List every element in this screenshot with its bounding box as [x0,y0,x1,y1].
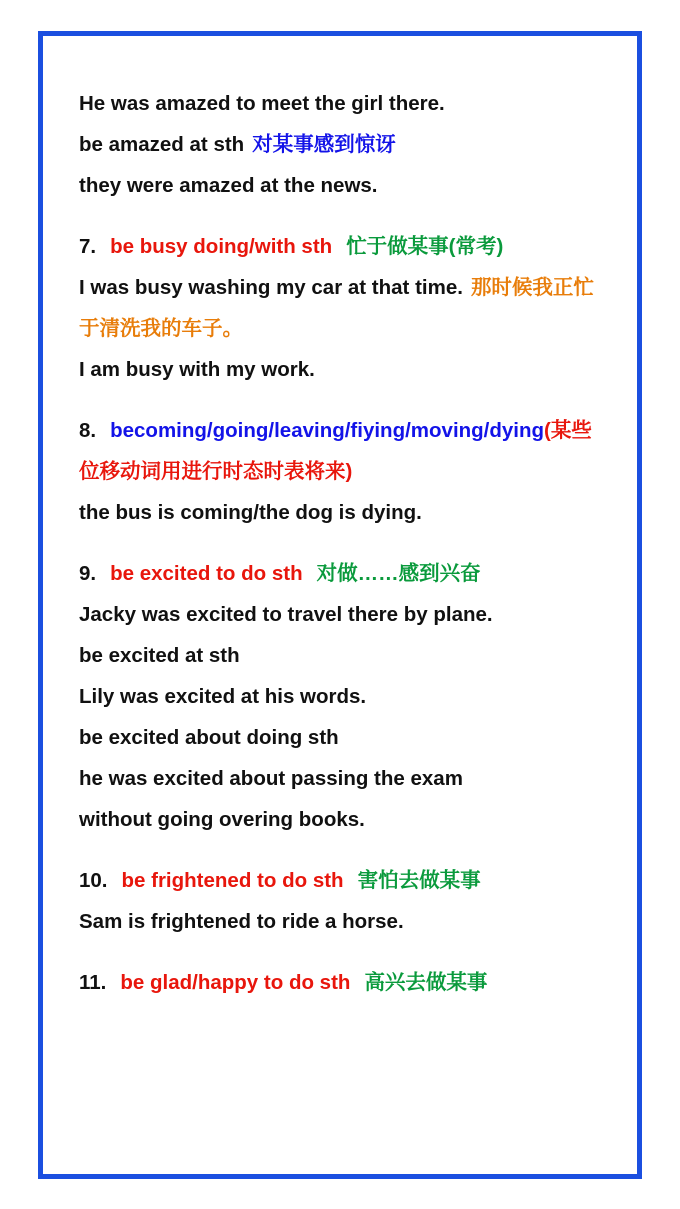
entry-9-translation: 对做……感到兴奋 [316,562,481,585]
intro-translation: 对某事感到惊讶 [252,133,396,156]
spacer [79,840,611,860]
entry-8-note: (某些位移动词用进行时态时表将来) [79,419,592,483]
entry-8-heading [79,410,611,492]
entry-7-heading [79,226,611,267]
entry-8-example-1-en: the bus is coming/the dog is dying. [79,501,422,524]
blue-border-frame [38,31,642,1179]
entry-9-number: 9. [79,562,97,585]
entry-9-example-6-en: without going overing books. [79,808,365,831]
entry-9-example-1-en: Jacky was excited to travel there by plane. [79,603,493,626]
entry-7-number: 7. [79,235,97,258]
intro-line-3 [79,165,611,206]
intro-sentence-2: they were amazed at the news. [79,174,378,197]
intro-phrase: be amazed at sth [79,133,245,156]
entry-9-example-2 [79,635,611,676]
entry-8-example-1 [79,492,611,533]
entry-10-heading [79,860,611,901]
entry-7-example-2-en: I am busy with my work. [79,358,315,381]
intro-line-2 [79,124,611,165]
entry-9-example-5 [79,758,611,799]
entry-9-phrase: be excited to do sth [110,562,303,585]
entry-9-example-4-en: be excited about doing sth [79,726,339,749]
entry-11-phrase: be glad/happy to do sth [120,971,351,994]
entry-7-example-1-en: I was busy washing my car at that time. [79,276,463,299]
intro-sentence-1: He was amazed to meet the girl there. [79,92,445,115]
entry-10-example-1 [79,901,611,942]
entry-8-phrase: becoming/going/leaving/fiying/moving/dying [110,419,545,442]
entry-8-number: 8. [79,419,97,442]
entry-9-heading [79,553,611,594]
entry-11-heading [79,962,611,1003]
entry-10-translation: 害怕去做某事 [357,869,481,892]
entry-9-example-6 [79,799,611,840]
entry-7-phrase: be busy doing/with sth [110,235,333,258]
spacer [79,533,611,553]
spacer [79,390,611,410]
entry-10-number: 10. [79,869,108,892]
entry-11-number: 11. [79,971,107,994]
entry-9-example-3-en: Lily was excited at his words. [79,685,367,708]
notes-content [79,83,611,1003]
entry-7-example-1-cn: 那时候我正忙于清洗我的车子。 [79,276,594,340]
entry-10-example-1-en: Sam is frightened to ride a horse. [79,910,404,933]
entry-7-translation: 忙于做某事(常考) [346,235,504,258]
entry-9-example-3 [79,676,611,717]
entry-9-example-4 [79,717,611,758]
spacer [79,206,611,226]
entry-7-example-2 [79,349,611,390]
entry-11-translation: 高兴去做某事 [364,971,488,994]
entry-10-phrase: be frightened to do sth [121,869,344,892]
entry-9-example-5-en: he was excited about passing the exam [79,767,463,790]
entry-9-example-1 [79,594,611,635]
entry-7-example-1 [79,267,611,349]
spacer [79,942,611,962]
intro-line-1 [79,83,611,124]
entry-9-example-2-en: be excited at sth [79,644,240,667]
